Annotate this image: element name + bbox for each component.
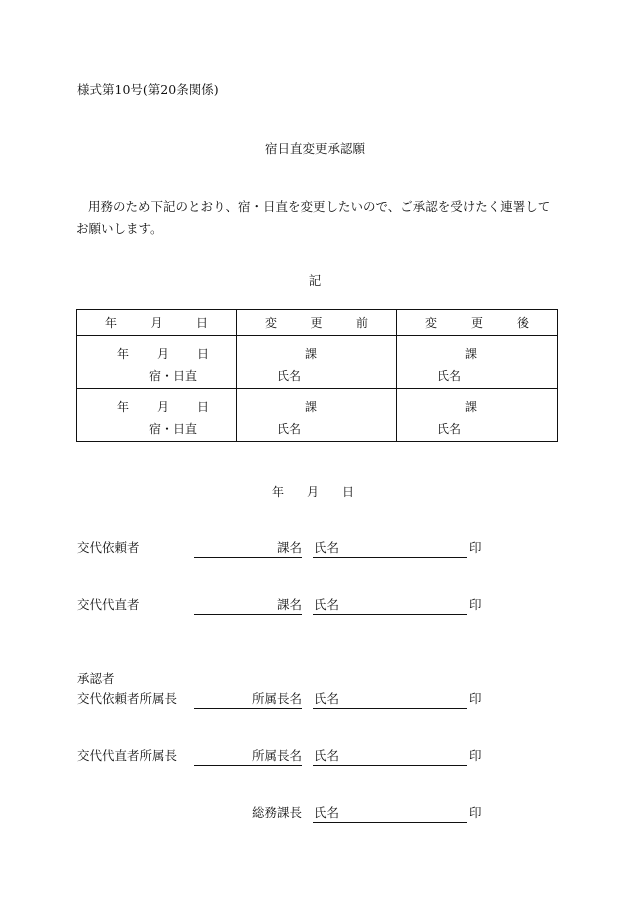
table-row	[77, 389, 558, 442]
substitute-label: 交代代直者	[77, 597, 140, 612]
substitute-chief-dept-label: 所属長名	[251, 748, 302, 763]
general-affairs-name-label: 氏名	[314, 805, 340, 820]
month-label: 月	[156, 347, 169, 361]
year-label: 年	[117, 347, 130, 361]
requester-name-line[interactable]	[313, 557, 467, 558]
month-label: 月	[156, 400, 169, 414]
requester-label: 交代依頼者	[77, 540, 140, 555]
requester-chief-dept-label: 所属長名	[251, 691, 302, 706]
substitute-name-label: 氏名	[314, 597, 340, 612]
header-date	[77, 310, 237, 336]
header-before	[237, 310, 397, 336]
substitute-chief-name-label: 氏名	[314, 748, 340, 763]
substitute-chief-seal: 印	[469, 748, 482, 763]
header-after	[397, 310, 558, 336]
ka-label: 課	[465, 347, 478, 361]
ka-label: 課	[465, 400, 478, 414]
requester-chief-label: 交代依頼者所属長	[77, 691, 178, 706]
general-affairs-seal: 印	[469, 805, 482, 820]
name-label: 氏名	[437, 369, 462, 383]
general-affairs-dept-label: 総務課長	[251, 805, 302, 820]
before-cell[interactable]	[237, 336, 397, 389]
requester-seal: 印	[469, 540, 482, 555]
requester-name-label: 氏名	[314, 540, 340, 555]
table-header-row	[77, 310, 558, 336]
substitute-chief-label: 交代代直者所属長	[77, 748, 178, 763]
month-label: 月	[306, 485, 319, 499]
general-affairs-name-line[interactable]	[313, 822, 467, 823]
requester-chief-name-line[interactable]	[313, 708, 467, 709]
ka-label: 課	[305, 347, 318, 361]
substitute-chief-dept-line[interactable]	[194, 765, 302, 766]
header-after-char-1: 変	[425, 316, 438, 330]
form-number: 様式第10号(第20条関係)	[77, 82, 219, 97]
header-before-char-3: 前	[355, 316, 368, 330]
requester-chief-name-label: 氏名	[314, 691, 340, 706]
day-label: 日	[196, 400, 209, 414]
header-day: 日	[195, 316, 208, 330]
ka-label: 課	[305, 400, 318, 414]
document-title: 宿日直変更承認願	[264, 141, 365, 156]
header-after-char-3: 後	[516, 316, 529, 330]
requester-dept-line[interactable]	[194, 557, 302, 558]
day-label: 日	[196, 347, 209, 361]
year-label: 年	[117, 400, 130, 414]
request-text: 用務のため下記のとおり、宿・日直を変更したいので、ご承認を受けたく連署してお願いします。	[76, 199, 551, 236]
header-after-char-2: 更	[470, 316, 483, 330]
date-cell[interactable]	[77, 336, 237, 389]
name-label: 氏名	[277, 422, 302, 436]
substitute-dept-line[interactable]	[194, 614, 302, 615]
requester-dept-label: 課名	[276, 540, 302, 555]
name-label: 氏名	[277, 369, 302, 383]
table-row	[77, 336, 558, 389]
before-cell[interactable]	[237, 389, 397, 442]
submission-date[interactable]	[272, 486, 354, 498]
after-cell[interactable]	[397, 389, 558, 442]
date-cell[interactable]	[77, 389, 237, 442]
duty-type-label: 宿・日直	[149, 369, 198, 383]
duty-type-label: 宿・日直	[149, 422, 198, 436]
substitute-seal: 印	[469, 597, 482, 612]
header-month: 月	[150, 316, 163, 330]
day-label: 日	[341, 485, 354, 499]
substitute-chief-name-line[interactable]	[313, 765, 467, 766]
year-label: 年	[272, 485, 285, 499]
change-table	[76, 309, 558, 442]
header-before-char-2: 更	[310, 316, 323, 330]
name-label: 氏名	[437, 422, 462, 436]
header-year: 年	[105, 316, 118, 330]
requester-chief-seal: 印	[469, 691, 482, 706]
ki-heading: 記	[308, 273, 322, 288]
requester-chief-dept-line[interactable]	[194, 708, 302, 709]
after-cell[interactable]	[397, 336, 558, 389]
substitute-dept-label: 課名	[276, 597, 302, 612]
approver-heading: 承認者	[77, 671, 115, 686]
header-before-char-1: 変	[265, 316, 278, 330]
substitute-name-line[interactable]	[313, 614, 467, 615]
